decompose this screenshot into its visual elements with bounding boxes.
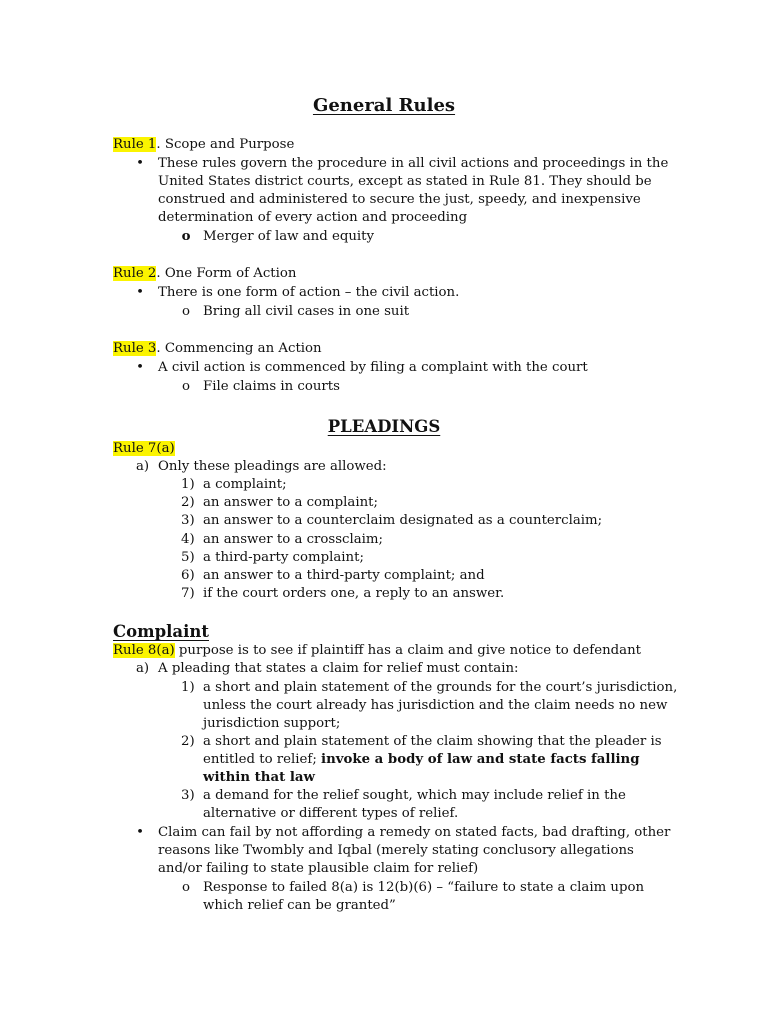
complaint-item3-line: alternative or different types of relief. [203, 806, 459, 821]
complaint-item1-line: jurisdiction support; [203, 716, 341, 731]
rule8-label: Rule 8(a) [113, 643, 175, 658]
complaint-note-line: Claim can fail by not affording a remedy on stated facts, bad drafting, other [158, 825, 671, 840]
pleadings-title: PLEADINGS [327, 417, 441, 436]
bullet-icon: • [136, 360, 144, 375]
list-number: 6) [181, 568, 195, 583]
rule3-sub: File claims in courts [203, 379, 340, 394]
rule1-sub: Merger of law and equity [203, 229, 375, 244]
rule8-heading: Rule 8(a) purpose is to see if plaintiff has a claim and give notice to defendant [113, 643, 642, 658]
list-number: 2) [181, 495, 195, 511]
emphasis-text: invoke a body of law and state facts falling [321, 752, 640, 767]
list-number: 4) [181, 531, 195, 547]
sub-bullet-icon: o [181, 379, 190, 394]
pleading-item: an answer to a complaint; [203, 495, 378, 511]
sub-bullet-icon: o [181, 880, 190, 895]
complaint-note-line: and/or failing to state plausible claim for relief) [158, 861, 479, 876]
list-number: 1) [181, 680, 195, 695]
rule1-text-line: construed and administered to secure the just, speedy, and inexpensive [158, 192, 641, 207]
pleading-item: an answer to a counterclaim designated as a counterclaim; [203, 513, 603, 529]
pleading-item: an answer to a crossclaim; [203, 531, 384, 547]
rule3-label: Rule 3 [113, 341, 157, 356]
list-number: 3) [181, 513, 195, 529]
rule2-text: There is one form of action – the civil action. [158, 285, 460, 300]
rule1-text-line: United States district courts, except as stated in Rule 81. They should be [158, 174, 652, 189]
bullet-icon: • [136, 156, 144, 171]
pleading-item: if the court orders one, a reply to an answer. [203, 586, 505, 602]
complaint-item1-line: unless the court already has jurisdiction and the claim needs no new [203, 698, 668, 713]
list-number: 1) [181, 477, 195, 492]
complaint-sub-line: which relief can be granted” [203, 898, 396, 913]
complaint-item3-line: a demand for the relief sought, which may include relief in the [203, 788, 626, 803]
list-number: 2) [181, 734, 195, 749]
rule1-heading: Rule 1. Scope and Purpose [113, 137, 295, 152]
rule2-sub: Bring all civil cases in one suit [203, 304, 410, 319]
complaint-item1-line: a short and plain statement of the grounds for the court’s jurisdiction, [203, 680, 678, 695]
page-title: General Rules [312, 95, 456, 116]
bullet-icon: • [136, 285, 144, 300]
pleadings-intro: Only these pleadings are allowed: [158, 459, 387, 474]
complaint-title: Complaint [113, 622, 209, 641]
list-marker: a) [136, 459, 150, 474]
complaint-item2-line: a short and plain statement of the claim showing that the pleader is [203, 734, 662, 749]
rule1-label: Rule 1 [113, 137, 157, 152]
emphasis-text: within that law [203, 770, 315, 785]
rule2-label: Rule 2 [113, 266, 157, 281]
complaint-sub-line: Response to failed 8(a) is 12(b)(6) – “failure to state a claim upon [203, 880, 645, 895]
complaint-intro: A pleading that states a claim for relief must contain: [158, 661, 519, 676]
sub-bullet-icon: o [181, 229, 191, 244]
rule2-heading: Rule 2. One Form of Action [113, 266, 297, 281]
list-number: 3) [181, 788, 195, 803]
complaint-item2-line: entitled to relief; invoke a body of law and state facts falling [203, 752, 640, 767]
rule3-text: A civil action is commenced by filing a complaint with the court [158, 360, 588, 375]
list-number: 7) [181, 586, 195, 602]
pleading-item: an answer to a third-party complaint; and [203, 568, 485, 583]
rule3-heading: Rule 3. Commencing an Action [113, 341, 322, 356]
list-number: 5) [181, 549, 195, 565]
pleading-item: a third-party complaint; [203, 549, 364, 565]
rule1-text-line: These rules govern the procedure in all civil actions and proceedings in the [158, 156, 669, 171]
rule7-heading [113, 440, 175, 458]
complaint-note-line: reasons like Twombly and Iqbal (merely stating conclusory allegations [158, 843, 634, 858]
sub-bullet-icon: o [181, 304, 190, 319]
list-marker: a) [136, 661, 150, 676]
rule7-label: Rule 7(a) [113, 441, 175, 456]
bullet-icon: • [136, 825, 144, 840]
pleading-item: a complaint; [203, 477, 287, 492]
rule1-text-line: determination of every action and proceeding [158, 210, 468, 225]
